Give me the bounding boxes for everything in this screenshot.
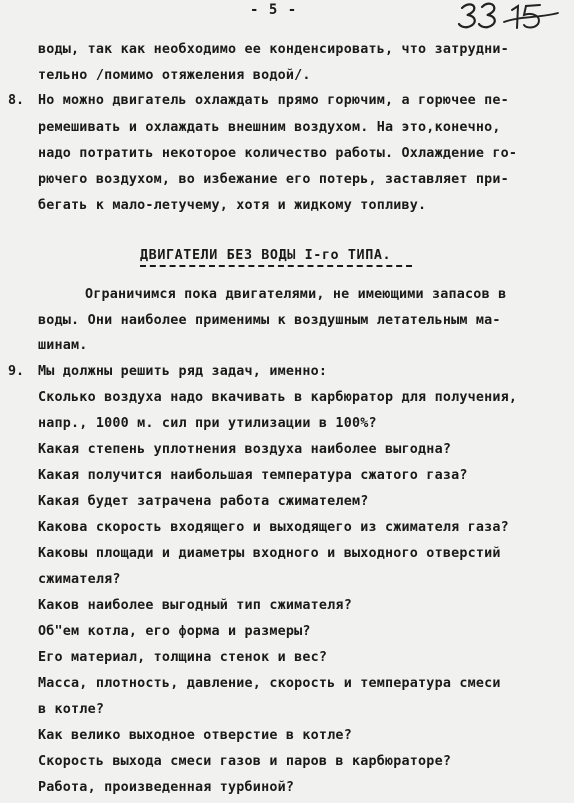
text-line: Каковы площади и диаметры входного и выходного отверстий (38, 546, 501, 561)
text-line: шинам. (38, 338, 88, 353)
text-line: Каков наиболее выгодный тип сжимателя? (38, 598, 352, 613)
text-line: рючего воздухом, во избежание его потерь, заставляет при- (38, 172, 509, 187)
text-line: воды. Они наиболее применимы к воздушным летательным ма- (38, 313, 501, 328)
text-line: Ограничимся пока двигателями, не имеющими запасов в (85, 287, 507, 302)
text-line: Его материал, толщина стенок и вес? (38, 650, 328, 665)
text-line: Сколько воздуха надо вкачивать в карбюратор для получения, (38, 390, 518, 405)
text-line: напр., 1000 м. сил при утилизации в 100%? (38, 416, 377, 431)
text-line: Масса, плотность, давление, скорость и температура смеси (38, 676, 501, 691)
text-line: Как велико выходное отверстие в котле? (38, 728, 352, 743)
text-line: Работа, произведенная турбиной? (38, 780, 295, 795)
text-line: бегать к мало-летучему, хотя и жидкому топливу. (38, 198, 427, 213)
archive-mark-handwritten (454, 0, 564, 32)
page-number: - 5 - (250, 2, 298, 18)
text-line: ремешивать и охлаждать внешним воздухом. На это,конечно, (38, 120, 501, 135)
text-line: Об"ем котла, его форма и размеры? (38, 624, 311, 639)
text-line: Какая будет затрачена работа сжимателем? (38, 494, 369, 509)
text-line: воды, так как необходимо ее конденсировать, что затрудни- (38, 42, 509, 57)
text-line: тельно /помимо отяжеления водой/. (38, 68, 311, 83)
text-line: Какова скорость входящего и выходящего из сжимателя газа? (38, 520, 509, 535)
text-line: надо потратить некоторое количество работы. Охлаждение го- (38, 146, 518, 161)
text-line: в котле? (38, 702, 105, 717)
text-line: Какая получится наибольшая температура сжатого газа? (38, 468, 468, 483)
text-line: Но можно двигатель охлаждать прямо горючим, а горючее пе- (38, 93, 509, 108)
paragraph-number: 9. (8, 364, 25, 379)
section-heading: ДВИГАТЕЛИ БЕЗ ВОДЫ I-го ТИПА. (140, 248, 392, 263)
text-line: сжимателя? (38, 572, 121, 587)
paragraph-number: 8. (8, 93, 25, 108)
heading-underline (140, 265, 412, 267)
text-line: Мы должны решить ряд задач, именно: (38, 364, 328, 379)
text-line: Скорость выхода смеси газов и паров в карбюраторе? (38, 754, 452, 769)
text-line: Какая степень уплотнения воздуха наиболее выгодна? (38, 442, 452, 457)
